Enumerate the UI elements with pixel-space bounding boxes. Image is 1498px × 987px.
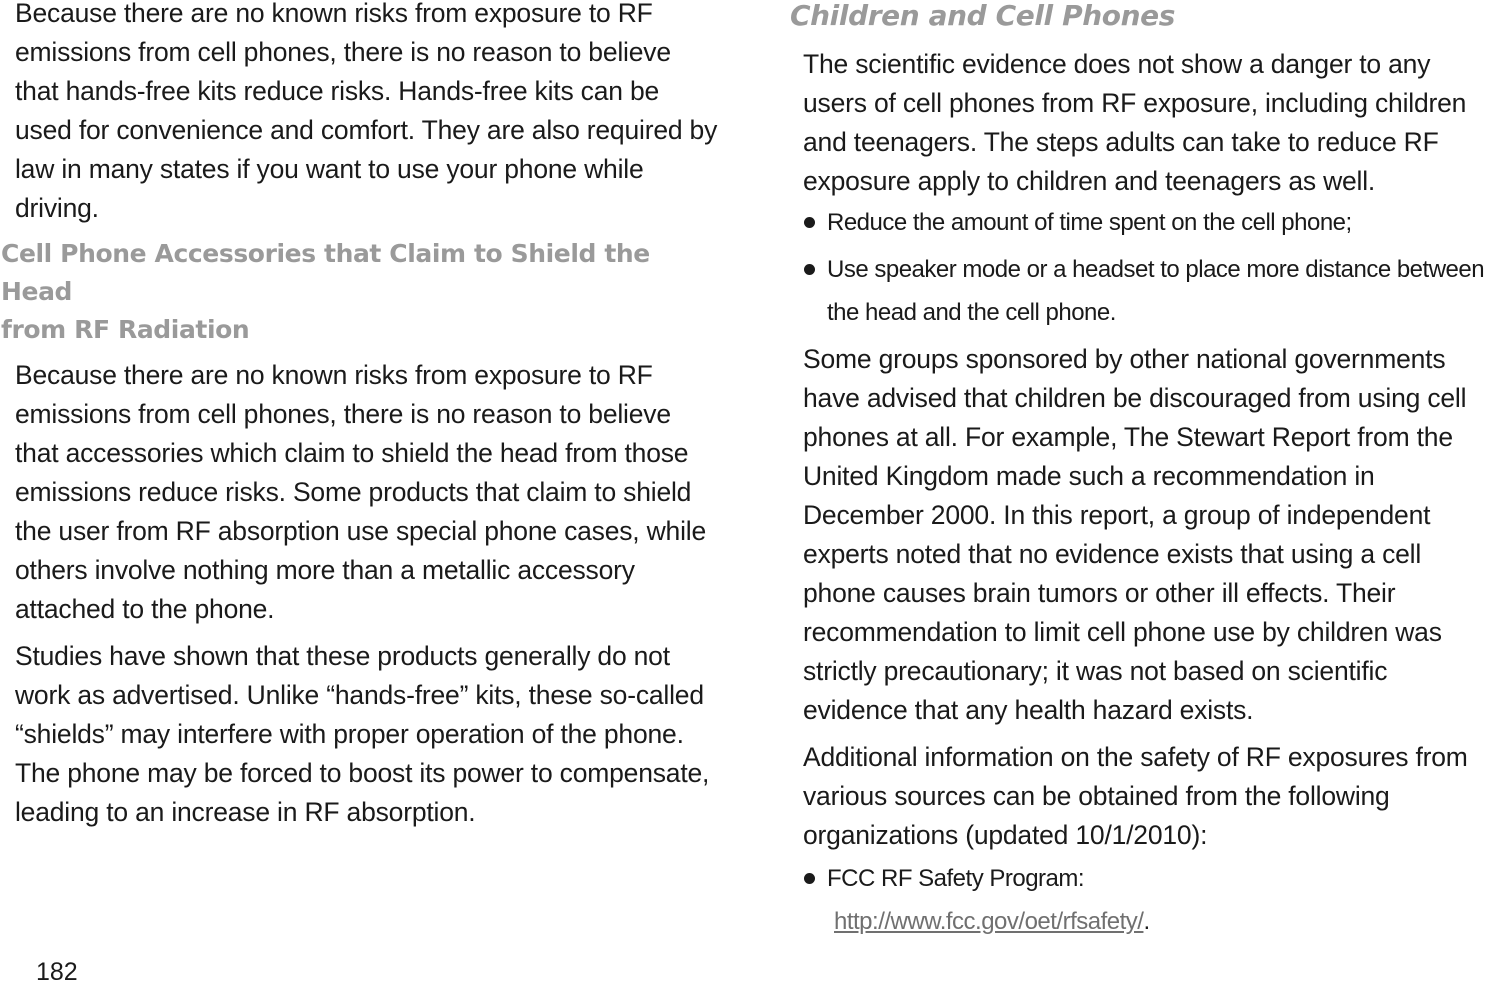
- heading-line-2: from RF Radiation: [1, 315, 250, 344]
- resource-label: FCC RF Safety Program:: [827, 865, 1085, 892]
- fcc-rf-safety-link[interactable]: http://www.fcc.gov/oet/rfsafety/: [834, 908, 1144, 935]
- link-period: .: [1143, 908, 1150, 935]
- right-column: [788, 0, 1498, 943]
- page-number: 182: [36, 958, 78, 986]
- heading-line-1: Cell Phone Accessories that Claim to Shield the Head: [1, 239, 650, 306]
- list-item: [803, 201, 1498, 244]
- bullet-text: Use speaker mode or a headset to place more distance between the head and the cell phone.: [827, 256, 1485, 326]
- bullet-icon: [804, 217, 815, 228]
- shield-paragraph-1: Because there are no known risks from exposure to RF emissions from cell phones, there is no reason to believe that accessories which claim to shield the head from those emissions reduce risks. Some products that claim to shield the user from RF absorption use special phone cases, while others involve nothing more than a metallic accessory attached to the phone.: [15, 360, 707, 624]
- shield-paragraph-2: Studies have shown that these products generally do not work as advertised. Unlike “hands-free” kits, these so-called “shields” may interfere with proper operation of the phone. The phone may be forced to boost its power to compensate, leading to an increase in RF absorption.: [15, 641, 710, 827]
- children-paragraph-2: Some groups sponsored by other national governments have advised that children be discouraged from using cell phones at all. For example, The Stewart Report from the United Kingdom made such a recommendation in December 2000. In this report, a group of independent experts noted that no evidence exists that using a cell phone causes brain tumors or other ill effects. Their recommendation to limit cell phone use by children was strictly precautionary; it was not based on scientific evidence that any health hazard exists.: [803, 344, 1467, 725]
- hands-free-paragraph: Because there are no known risks from exposure to RF emissions from cell phones, there is no reason to believe that hands-free kits reduce risks. Hands-free kits can be used for convenience and comfort. They are also required by law in many states if you want to use your phone while driving.: [15, 0, 718, 223]
- list-item: [803, 248, 1498, 334]
- bullet-icon: [804, 873, 815, 884]
- bullet-icon: [804, 264, 815, 275]
- left-column: [0, 0, 720, 832]
- section-heading-shield-accessories: [1, 235, 720, 349]
- resource-list: [788, 857, 1498, 943]
- children-paragraph-3: Additional information on the safety of RF exposures from various sources can be obtained from the following organizations (updated 10/1/2010):: [803, 742, 1468, 850]
- children-paragraph-1: The scientific evidence does not show a danger to any users of cell phones from RF exposure, including children and teenagers. The steps adults can take to reduce RF exposure apply to children and teenagers as well.: [803, 49, 1467, 196]
- bullet-text: Reduce the amount of time spent on the cell phone;: [827, 209, 1352, 236]
- section-heading-children: Children and Cell Phones: [790, 0, 1175, 32]
- list-item: [803, 857, 1498, 943]
- children-bullet-list: [788, 201, 1498, 334]
